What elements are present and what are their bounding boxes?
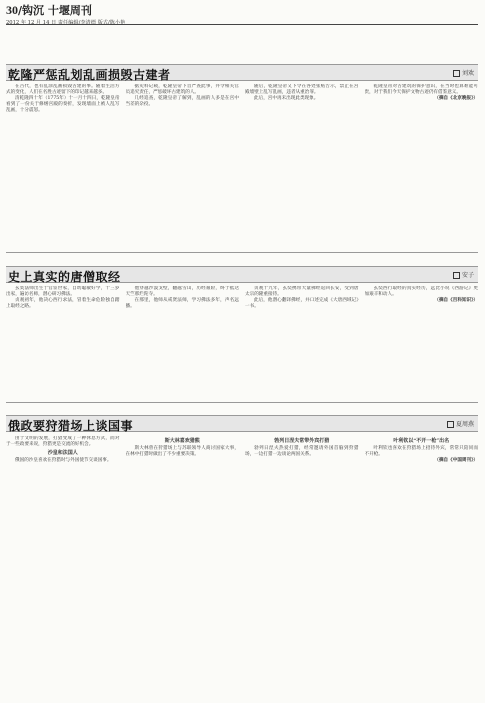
paragraph: 俄国的沙皇喜欢在狩猎时与外国使节交谈国事。 bbox=[15, 458, 112, 464]
paragraph: 贞观初年，他决心西行求法，冒着生命危险独自踏上取经之路。 bbox=[6, 298, 120, 310]
article-3-body bbox=[6, 436, 478, 698]
article-3-col-2 bbox=[126, 436, 240, 698]
article-2-title[interactable]: 史上真实的唐僧取经 bbox=[8, 270, 121, 284]
header-title bbox=[6, 2, 478, 18]
paragraph: 玄奘法师出生于官宦世家，自幼聪敏好学，十三岁出家，遍访名师，潜心研习佛法。 bbox=[6, 286, 120, 298]
article-2-col-1 bbox=[6, 286, 120, 396]
publication-name: 十堰周刊 bbox=[47, 4, 92, 17]
article-1-col-4 bbox=[365, 84, 479, 244]
paragraph: 斯大林曾在狩猎场上与苏联领导人商讨国家大事，在林中打猎时做出了不少重要决策。 bbox=[125, 446, 239, 458]
article-2-title-bar bbox=[6, 266, 478, 283]
paragraph: 清乾隆四十年（1775年）十一月十四日，乾隆皇帝看到了一份关于修缮宫殿的奏折，发现墙面上被人乱写乱画，十分震怒。 bbox=[6, 96, 120, 114]
page-number: 30 bbox=[6, 3, 18, 17]
paragraph: 据史料记载，乾隆皇帝下旨严查此事，并令相关官员追究责任，严惩破坏古建筑的人。 bbox=[125, 84, 239, 96]
paragraph: 随后，乾隆皇帝又下令在各处张贴告示，禁止在宫殿墙壁上乱写乱画，违者从重治罪。 bbox=[245, 84, 359, 96]
article-3-title[interactable]: 俄政要狩猎场上谈国事 bbox=[8, 419, 134, 433]
article-1-title-bar bbox=[6, 64, 478, 81]
box-icon bbox=[453, 272, 460, 279]
article-1-title[interactable]: 乾隆严惩乱划乱画损毁古建者 bbox=[8, 68, 171, 82]
article-1-col-3 bbox=[245, 84, 359, 244]
article-3-col-4 bbox=[365, 436, 479, 698]
subheading: 勃列日涅夫常带外宾打猎 bbox=[274, 438, 330, 444]
divider bbox=[6, 402, 478, 403]
article-3-source: （摘自《中国周刊》） bbox=[434, 458, 478, 464]
article-2-col-2 bbox=[126, 286, 240, 396]
header-meta: 2012 年 12 月 14 日 责任编辑/李清德 版式/陈小艳 bbox=[6, 20, 126, 26]
paragraph: 玄奘西行取经的真实经历，远比小说《西游记》更加艰辛和动人。 bbox=[364, 286, 478, 298]
article-2-col-3 bbox=[245, 286, 359, 396]
paragraph: 贞观十九年，玄奘携带大量佛经返回长安，受到唐太宗的隆重接待。 bbox=[245, 286, 359, 298]
paragraph: 乾隆皇帝对古建筑的保护意识，在当时也算难能可贵，对于我们今天保护文物古迹仍有借鉴意义。 bbox=[364, 84, 478, 96]
article-3-byline bbox=[447, 419, 474, 428]
paragraph: 几经追查，乾隆皇帝了解到，乱画的人多是在宫中当差的杂役。 bbox=[125, 96, 239, 108]
article-1-author: 刘欢 bbox=[461, 70, 474, 77]
subheading: 沙皇和法国人 bbox=[47, 450, 78, 457]
paragraph: 他穿越沙漠戈壁，翻越雪山，历经艰险，终于抵达天竺那烂陀寺。 bbox=[125, 286, 239, 298]
article-3-title-bar bbox=[6, 415, 478, 432]
article-3-col-3 bbox=[245, 436, 359, 698]
article-1-source: （摘自《北京晚报》） bbox=[434, 96, 478, 102]
paragraph: 此后，他潜心翻译佛经，并口述完成《大唐西域记》一书。 bbox=[245, 298, 359, 310]
article-3-author: 夏周燕 bbox=[455, 421, 474, 428]
paragraph: 此后，宫中再未出现此类现象。 bbox=[254, 96, 319, 102]
article-2-col-4 bbox=[365, 286, 479, 396]
divider bbox=[6, 252, 478, 253]
paragraph: 在古代，也有乱涂乱画损毁古建的事。随着生活方式的变化，人们在名胜古迹留下的印记越来越多。 bbox=[6, 84, 120, 96]
paragraph: 勃列日涅夫热爱打猎，经常邀请外国首脑到狩猎场，一边打猎一边谈论两国关系。 bbox=[245, 446, 359, 458]
article-1-col-1 bbox=[6, 84, 120, 244]
article-1-col-2 bbox=[126, 84, 240, 244]
article-2-body bbox=[6, 286, 478, 396]
box-icon bbox=[447, 421, 454, 428]
article-2-source: （摘自《百科知识》） bbox=[434, 298, 478, 304]
section-name: /钩沉 bbox=[18, 4, 45, 17]
paragraph: 叶利钦也喜欢在狩猎场上招待外宾，常常只陪同而不开枪。 bbox=[364, 446, 478, 458]
subheading: 斯大林喜欢猎熊 bbox=[164, 438, 200, 444]
article-3-col-1 bbox=[6, 436, 120, 698]
paragraph: 由于文明的发展，打猎变成了一种休息方式，而对于一些政要来说，狩猎更是交流的好机会。 bbox=[6, 436, 120, 448]
article-1-body bbox=[6, 84, 478, 244]
header-rule bbox=[6, 24, 478, 25]
article-2-byline bbox=[453, 270, 474, 279]
subheading: 叶利钦以“不开一枪”出名 bbox=[393, 438, 450, 444]
article-1-byline bbox=[453, 68, 474, 77]
paragraph: 在那里，他师从戒贤法师，学习佛法多年，声名远播。 bbox=[125, 298, 239, 310]
box-icon bbox=[453, 70, 460, 77]
article-2-author: 安子 bbox=[461, 272, 474, 279]
